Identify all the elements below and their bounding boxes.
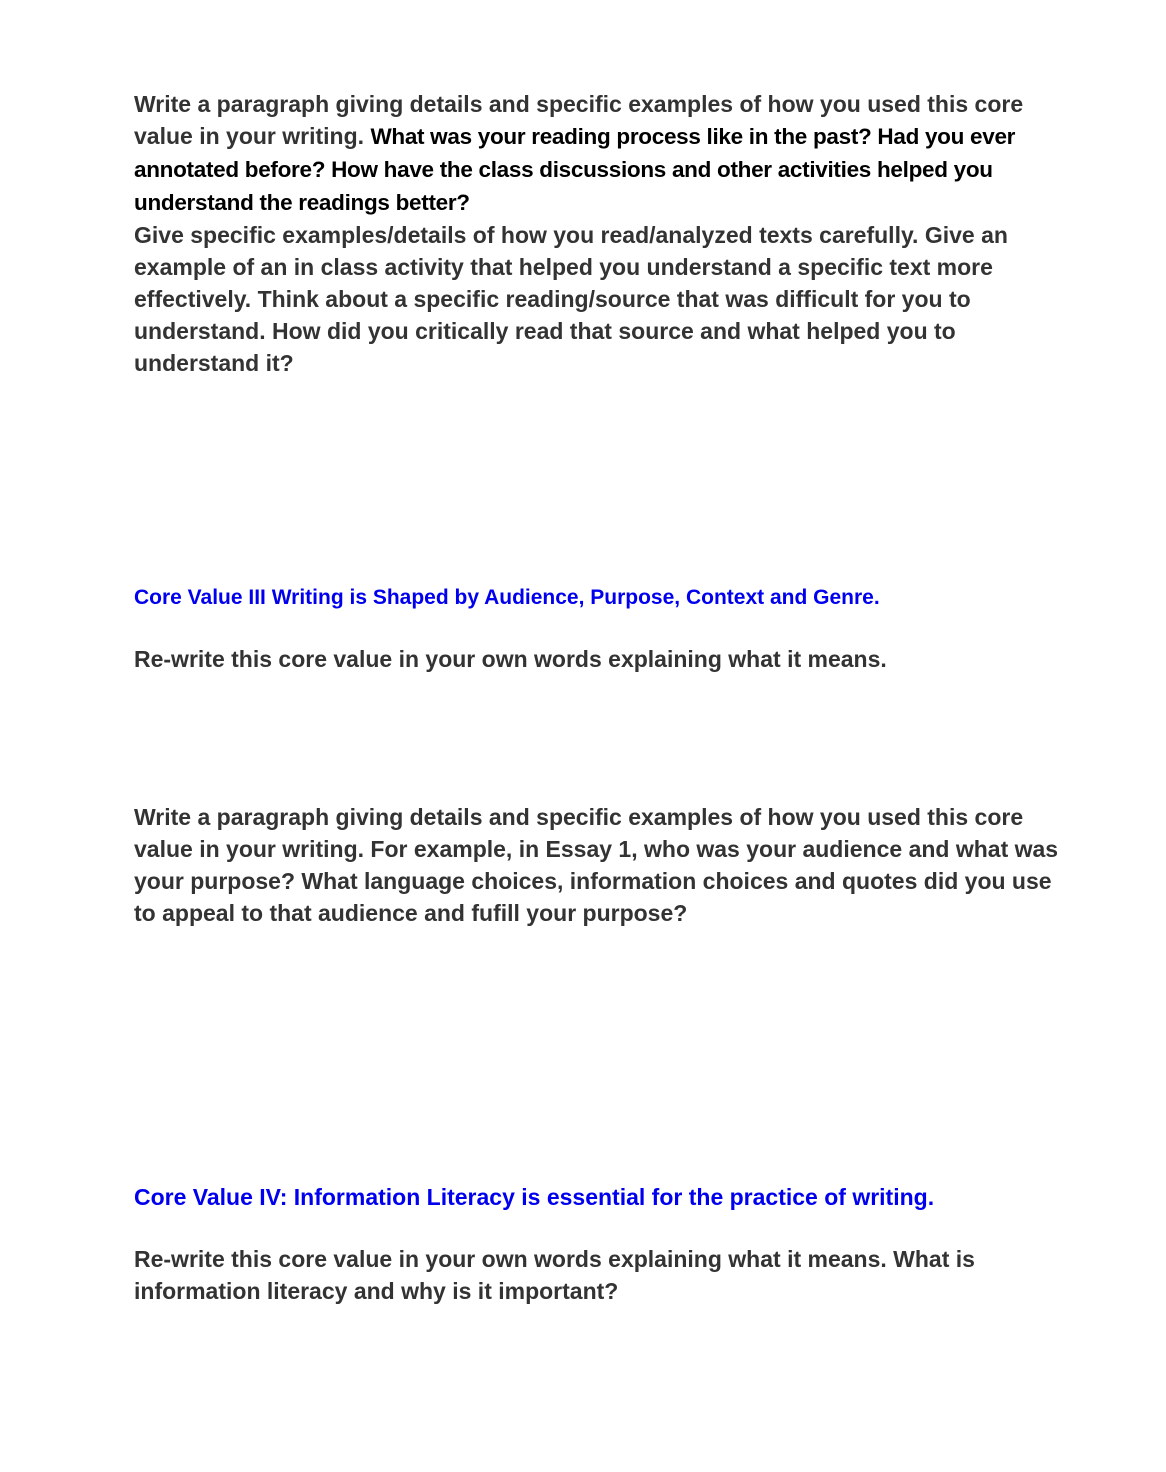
core-value-4-section xyxy=(134,1182,1074,1212)
core-value-4-rewrite xyxy=(134,1243,1074,1307)
reading-examples-prompt: Give specific examples/details of how you read/analyzed texts carefully. Give an example of an in class activity that helped you understand a specific text more effectively. Think about a specific reading/source that was difficult for you to understand. How did you critically read that source and what helped you to understand it? xyxy=(134,222,1008,376)
paragraph-prompt xyxy=(134,88,1074,219)
section-2-prompt xyxy=(134,88,1074,379)
core-value-3-rewrite xyxy=(134,643,1074,675)
core-value-3-paragraph xyxy=(134,801,1074,929)
core-value-4-heading: Core Value IV: Information Literacy is essential for the practice of writing. xyxy=(134,1184,935,1210)
core-value-3-paragraph-prompt: Write a paragraph giving details and specific examples of how you used this core value in your writing. For example, in Essay 1, who was your audience and what was your purpose? What language choices, information choices and quotes did you use to appeal to that audience and fufill your purpose? xyxy=(134,804,1059,926)
core-value-3-section xyxy=(134,584,1074,612)
core-value-4-rewrite-prompt: Re-write this core value in your own words explaining what it means. What is information literacy and why is it important? xyxy=(134,1246,975,1304)
core-value-3-rewrite-prompt: Re-write this core value in your own words explaining what it means. xyxy=(134,646,887,672)
core-value-3-heading: Core Value III Writing is Shaped by Audience, Purpose, Context and Genre. xyxy=(134,586,880,609)
reading-process-questions: What was your reading process like in the past? Had you ever annotated before? How have the class discussions and other activities helped you understand the readings better? xyxy=(134,124,1016,215)
paragraph-prompt-lead: Write a paragraph giving details and specific examples of how you used this core value in your writing. xyxy=(134,91,1024,149)
